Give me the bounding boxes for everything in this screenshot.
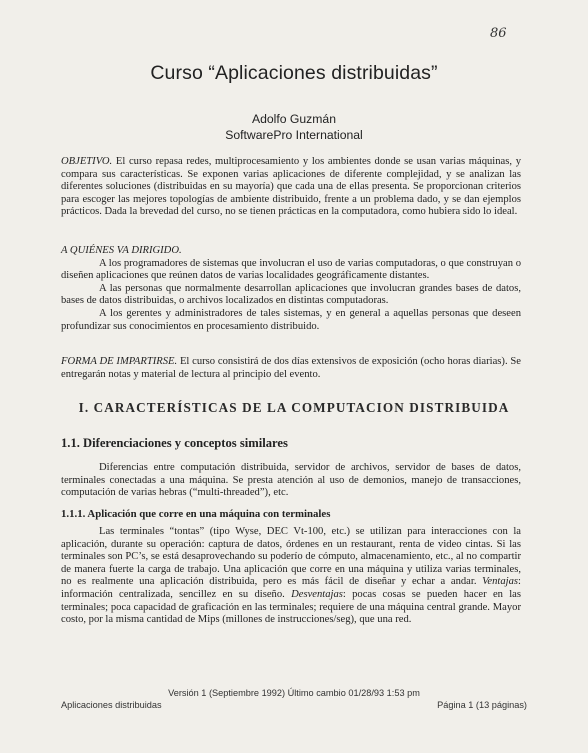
ventajas-label: Ventajas xyxy=(482,576,519,588)
ventajas-text: : información centralizada, sencillez en su diseño. xyxy=(61,576,521,600)
footer-version: Versión 1 (Septiembre 1992) Último cambio 01/28/93 1:53 pm xyxy=(168,688,420,698)
forma-paragraph xyxy=(61,356,521,381)
footer-page-number: Página 1 (13 páginas) xyxy=(437,700,527,710)
footer-course-name: Aplicaciones distribuidas xyxy=(61,700,162,710)
terminales-text: Las terminales “tontas” (tipo Wyse, DEC Vt-100, etc.) se utilizan para interacciones con la aplicación, durante su operación: captura de datos, órdenes en un restaurant, renta de video cintas. Si las terminales son PC’s, se está desaprovechando su poderío de cómputo, almacenamiento, etc., al no compartir de manera fuerte la carga de trabajo. Una aplicación que corre en una máquina y utiliza varias terminales, no es realmente una aplicación distribuida, pero es más fácil de diseñar y echar a andar. xyxy=(61,526,521,588)
section-1-1-body xyxy=(61,462,521,500)
quienes-paragraph-1: A los programadores de sistemas que involucran el uso de varias computadoras, o que construyan o diseñen aplicaciones que reúnen datos de varias localidades geográficamente distantes. xyxy=(61,257,521,282)
desventajas-label: Desventajas xyxy=(291,588,343,600)
section-1-heading: I. CARACTERÍSTICAS DE LA COMPUTACION DISTRIBUIDA xyxy=(78,400,510,415)
section-1-1-1-paragraph xyxy=(61,526,521,627)
desventajas-text: : pocas cosas se pueden hacer en las terminales; poca capacidad de graficación en las terminales; requiere de una máquina central grande. Mayor costo, por la misma cantidad de Mips (millones de instrucciones/seg), que una red. xyxy=(61,588,521,626)
quienes-section xyxy=(61,245,521,333)
objetivo-section xyxy=(61,156,521,219)
document-title: Curso “Aplicaciones distribuidas” xyxy=(150,62,438,84)
objetivo-text: El curso repasa redes, multiprocesamiento y los ambientes donde se usan varias máquinas, y compara sus características. Se exponen varias aplicaciones de diferente complejidad, y se analizan las diferentes soluciones (distribuidas en su mayoría) que cada una de ellas presenta. Se proporcionan criterios para escoger las mejores topologías de ambiente distribuido, frente a un problema dado, y se dan ejemplos prácticos. Dada la brevedad del curso, no se tienen prácticas en la computadora, como hubiera sido lo ideal. xyxy=(61,156,521,218)
author-name: Adolfo Guzmán xyxy=(251,112,336,126)
handwritten-note: 86 xyxy=(490,26,507,41)
organization-name: SoftwarePro International xyxy=(225,128,363,142)
section-1-1-heading: 1.1. Diferenciaciones y conceptos similares xyxy=(61,436,288,450)
section-1-1-paragraph: Diferencias entre computación distribuida, servidor de archivos, servidor de bases de datos, terminales conectadas a una máquina. Se presta atención al uso de demonios, manejo de transacciones, computación de varias hebras (“multi-threaded”), etc. xyxy=(61,462,521,499)
objetivo-label: OBJETIVO. xyxy=(61,156,113,167)
forma-text: El curso consistirá de dos días extensivos de exposición (ocho horas diarias). Se entregarán notas y material de lectura al principio del evento. xyxy=(61,356,521,380)
forma-label: FORMA DE IMPARTIRSE. xyxy=(61,356,178,367)
section-1-1-1-body xyxy=(61,526,521,627)
quienes-label: A QUIÉNES VA DIRIGIDO. xyxy=(61,245,182,256)
section-1-1-1-heading: 1.1.1. Aplicación que corre en una máquina con terminales xyxy=(61,508,331,520)
quienes-paragraph-3: A los gerentes y administradores de tales sistemas, y en general a aquellas personas que deseen profundizar sus conocimientos en procesamiento distribuido. xyxy=(61,307,521,332)
forma-section xyxy=(61,356,521,381)
objetivo-paragraph xyxy=(61,156,521,219)
quienes-paragraph-2: A las personas que normalmente desarrollan aplicaciones que involucran grandes bases de datos, bases de datos distribuidas, o archivos localizados en distintas computadoras. xyxy=(61,282,521,307)
